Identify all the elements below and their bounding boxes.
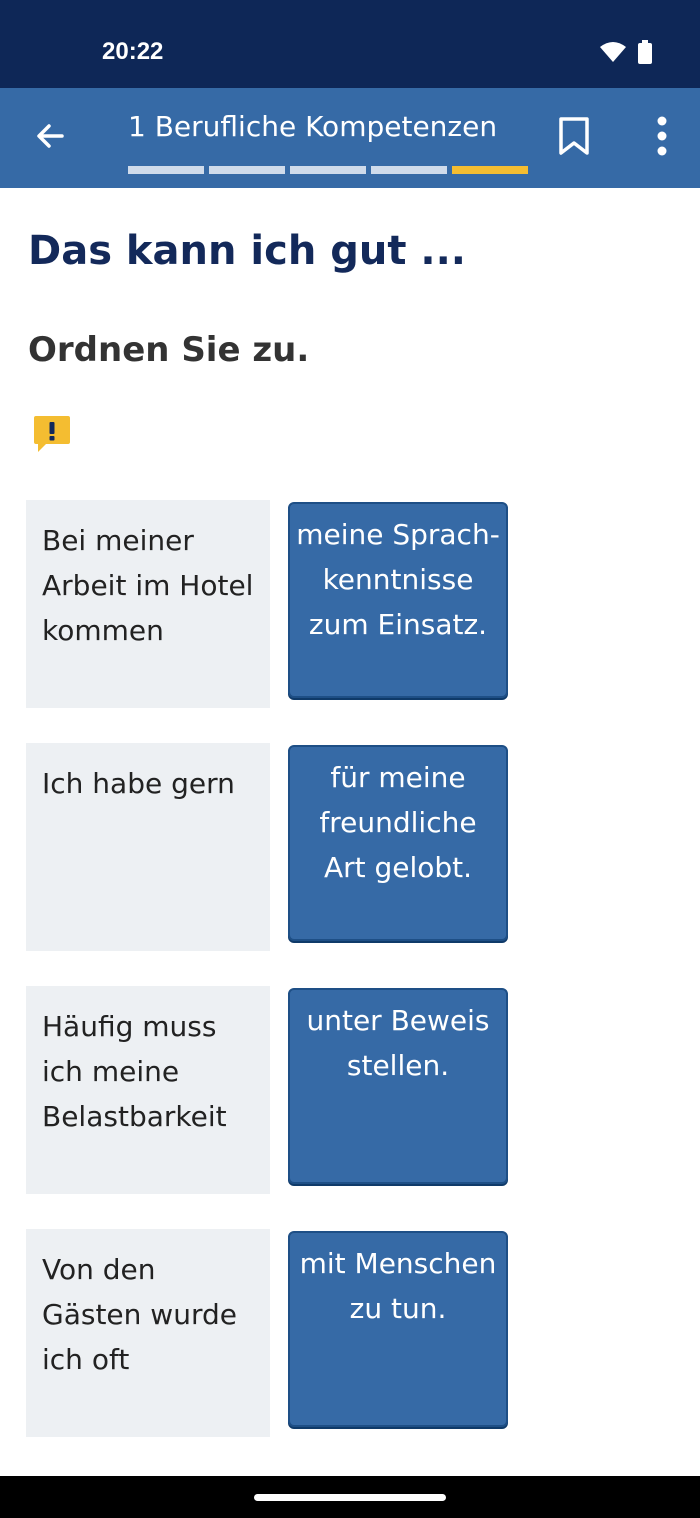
system-nav-bar bbox=[0, 1476, 700, 1518]
progress-indicator bbox=[128, 166, 528, 174]
bookmark-button[interactable] bbox=[552, 114, 596, 162]
progress-segment bbox=[290, 166, 366, 174]
instruction: Ordnen Sie zu. bbox=[28, 330, 310, 370]
wifi-icon bbox=[600, 41, 626, 67]
hint-icon[interactable] bbox=[32, 414, 72, 456]
progress-segment bbox=[209, 166, 285, 174]
sentence-end-tile[interactable]: für meine freundliche Art gelobt. bbox=[288, 745, 508, 941]
status-bar bbox=[0, 0, 700, 88]
more-options-button[interactable] bbox=[640, 114, 684, 162]
match-row bbox=[26, 986, 510, 1194]
sentence-end-tile[interactable]: mit Menschen zu tun. bbox=[288, 1231, 508, 1427]
match-row bbox=[26, 1229, 510, 1437]
match-row bbox=[26, 743, 510, 951]
progress-segment bbox=[128, 166, 204, 174]
battery-icon bbox=[638, 40, 652, 68]
more-vert-icon bbox=[656, 116, 668, 160]
back-button[interactable] bbox=[28, 116, 72, 160]
sentence-start: Ich habe gern bbox=[26, 743, 270, 951]
progress-segment-current bbox=[452, 166, 528, 174]
bookmark-icon bbox=[558, 116, 590, 160]
lesson-title: 1 Berufliche Kompetenzen bbox=[128, 110, 498, 143]
progress-segment bbox=[371, 166, 447, 174]
page-heading: Das kann ich gut ... bbox=[28, 228, 466, 274]
sentence-start: Von den Gästen wurde ich oft bbox=[26, 1229, 270, 1437]
status-icons bbox=[600, 40, 652, 68]
sentence-start: Häufig muss ich meine Belastbarkeit bbox=[26, 986, 270, 1194]
home-gesture-handle[interactable] bbox=[254, 1494, 446, 1501]
back-arrow-icon bbox=[34, 120, 66, 156]
app-bar bbox=[0, 88, 700, 188]
sentence-start: Bei meiner Arbeit im Hotel kommen bbox=[26, 500, 270, 708]
sentence-end-tile[interactable]: unter Beweis stellen. bbox=[288, 988, 508, 1184]
sentence-end-tile[interactable]: meine Sprach-kenntnisse zum Einsatz. bbox=[288, 502, 508, 698]
match-row bbox=[26, 500, 510, 708]
status-time: 20:22 bbox=[102, 38, 164, 65]
